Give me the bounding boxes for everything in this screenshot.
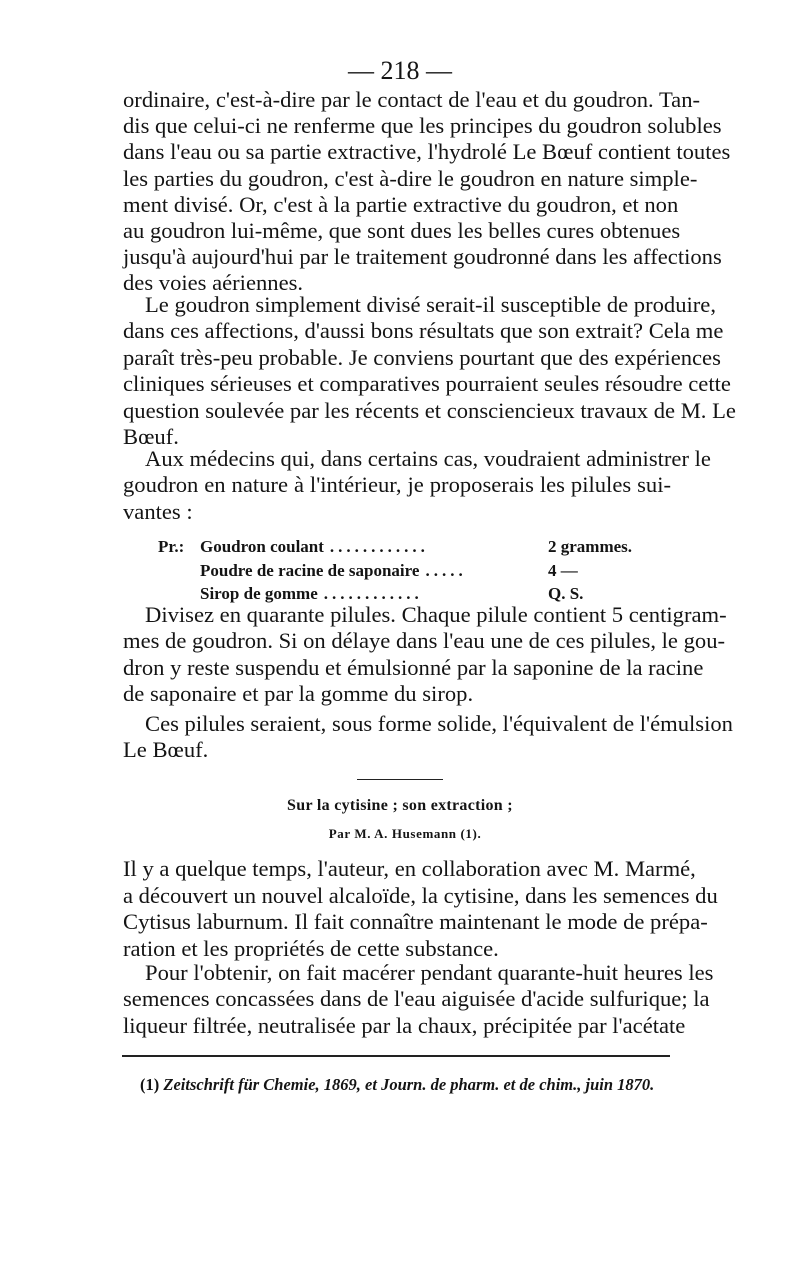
article-heading: Sur la cytisine ; son extraction ; xyxy=(287,797,513,814)
paragraph-cytisine-discovery xyxy=(123,856,718,962)
footnote xyxy=(140,1075,680,1095)
text-line: dans ces affections, d'aussi bons résultats que son extrait? Cela me xyxy=(123,318,724,344)
text-line: cliniques sérieuses et comparatives pourraient seules résoudre cette xyxy=(123,371,731,397)
text-line: Ces pilules seraient, sous forme solide, l'équivalent de l'émulsion xyxy=(145,711,733,736)
text-line: question soulevée par les récents et consciencieux travaux de M. Le xyxy=(123,397,736,423)
ingredient-name: Sirop de gomme xyxy=(200,584,318,603)
text-line: Pour l'obtenir, on fait macérer pendant quarante-huit heures les xyxy=(145,960,714,985)
leader-dots: ............ xyxy=(323,584,423,603)
text-line: Le goudron simplement divisé serait-il susceptible de produire, xyxy=(145,292,716,317)
footnote-text: Zeitschrift für Chemie, 1869, et Journ. de pharm. et de chim., juin 1870. xyxy=(163,1075,655,1094)
text-line: les parties du goudron, c'est à-dire le goudron en nature simple- xyxy=(123,165,698,191)
text-line: a découvert un nouvel alcaloïde, la cytisine, dans les semences du xyxy=(123,882,718,908)
text-line: dans l'eau ou sa partie extractive, l'hydrolé Le Bœuf contient toutes xyxy=(123,139,731,165)
text-line: ment divisé. Or, c'est à la partie extractive du goudron, et non xyxy=(123,191,679,217)
text-line: jusqu'à aujourd'hui par le traitement goudronné dans les affections xyxy=(123,244,722,270)
paragraph-pill-instructions xyxy=(123,602,727,708)
text-line: ration et les propriétés de cette substance. xyxy=(123,935,499,961)
ingredient-name: Poudre de racine de saponaire xyxy=(200,560,420,580)
page-number: — 218 — xyxy=(348,56,452,85)
text-line: Le Bœuf. xyxy=(123,737,209,763)
paragraph-tar-extract xyxy=(123,87,731,297)
paragraph-pill-equivalent xyxy=(123,711,733,764)
text-line: Cytisus laburnum. Il fait connaître maintenant le mode de prépa- xyxy=(123,909,708,934)
paragraph-pills-intro xyxy=(123,446,711,525)
recipe-prefix xyxy=(158,559,200,583)
text-line: vantes : xyxy=(123,498,193,524)
ingredient-quantity: Q. S. xyxy=(548,584,584,603)
text-line: goudron en nature à l'intérieur, je proposerais les pilules sui- xyxy=(123,472,671,498)
text-line: de saponaire et par la gomme du sirop. xyxy=(123,681,474,707)
section-divider xyxy=(357,779,443,780)
ingredient-quantity: 4 — xyxy=(548,560,578,580)
ingredient-quantity: 2 grammes. xyxy=(548,537,633,556)
paragraph-tar-divided xyxy=(123,292,736,450)
text-line: dron y reste suspendu et émulsionné par la saponine de la racine xyxy=(123,654,704,680)
text-line: semences concassées dans de l'eau aiguisée d'acide sulfurique; la xyxy=(123,986,710,1012)
text-line: mes de goudron. Si on délaye dans l'eau une de ces pilules, le gou- xyxy=(123,628,726,654)
text-line: Aux médecins qui, dans certains cas, voudraient administrer le xyxy=(145,446,711,471)
text-line: au goudron lui-même, que sont dues les belles cures obtenues xyxy=(123,218,681,244)
recipe-row xyxy=(158,559,658,583)
leader-dots: ............ xyxy=(329,537,429,556)
text-line: ordinaire, c'est-à-dire par le contact de l'eau et du goudron. Tan- xyxy=(123,87,701,112)
text-line: Bœuf. xyxy=(123,424,179,450)
text-line: Divisez en quarante pilules. Chaque pilule contient 5 centigram- xyxy=(145,602,727,627)
article-byline: Par M. A. Husemann (1). xyxy=(328,826,482,841)
leader-dots: ..... xyxy=(425,560,467,580)
footnote-mark: (1) xyxy=(140,1075,160,1094)
recipe-row xyxy=(158,535,658,559)
text-line: des voies aériennes. xyxy=(123,270,304,296)
text-line: Il y a quelque temps, l'auteur, en collaboration avec M. Marmé, xyxy=(123,856,696,881)
text-line: dis que celui-ci ne renferme que les principes du goudron solubles xyxy=(123,113,722,139)
text-line: paraît très-peu probable. Je conviens pourtant que des expériences xyxy=(123,344,721,370)
paragraph-cytisine-preparation xyxy=(123,960,714,1039)
footnote-separator xyxy=(122,1055,670,1057)
ingredient-name: Goudron coulant xyxy=(200,537,324,556)
text-line: liqueur filtrée, neutralisée par la chaux, précipitée par l'acétate xyxy=(123,1012,686,1038)
pill-recipe xyxy=(158,535,658,606)
recipe-prefix: Pr.: xyxy=(158,537,185,556)
